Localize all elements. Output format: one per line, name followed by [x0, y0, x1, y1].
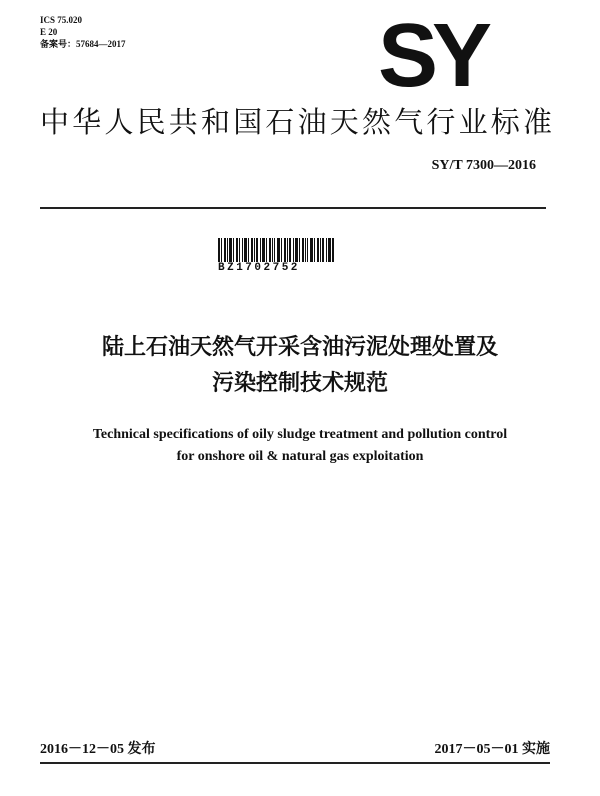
ccs-code: E 20 — [40, 27, 58, 37]
title-chinese — [0, 330, 600, 402]
bottom-divider — [40, 762, 550, 764]
sy-logo: SY — [378, 6, 487, 106]
ics-code: ICS 75.020 — [40, 15, 83, 25]
title-english-line-2: for onshore oil & natural gas exploitation — [176, 449, 424, 464]
implementation-date: 2017－05－01 实施 — [434, 742, 550, 757]
barcode-number: BZ1702752 — [218, 262, 300, 274]
title-chinese-line-1: 陆上石油天然气开采含油污泥处理处置及 — [101, 335, 498, 360]
issuing-agency: 中华人民共和国石油天然气行业标准 — [40, 105, 556, 139]
classification-block — [40, 14, 126, 50]
title-english-line-1: Technical specifications of oily sludge treatment and pollution control — [92, 427, 508, 442]
barcode-icon — [218, 238, 334, 262]
record-number: 备案号：57684—2017 — [40, 39, 126, 49]
issue-date: 2016－12－05 发布 — [40, 742, 156, 757]
title-chinese-line-2: 污染控制技术规范 — [211, 371, 388, 396]
top-divider — [40, 207, 546, 209]
title-english — [0, 424, 600, 468]
standard-code: SY/T 7300—2016 — [431, 158, 536, 173]
